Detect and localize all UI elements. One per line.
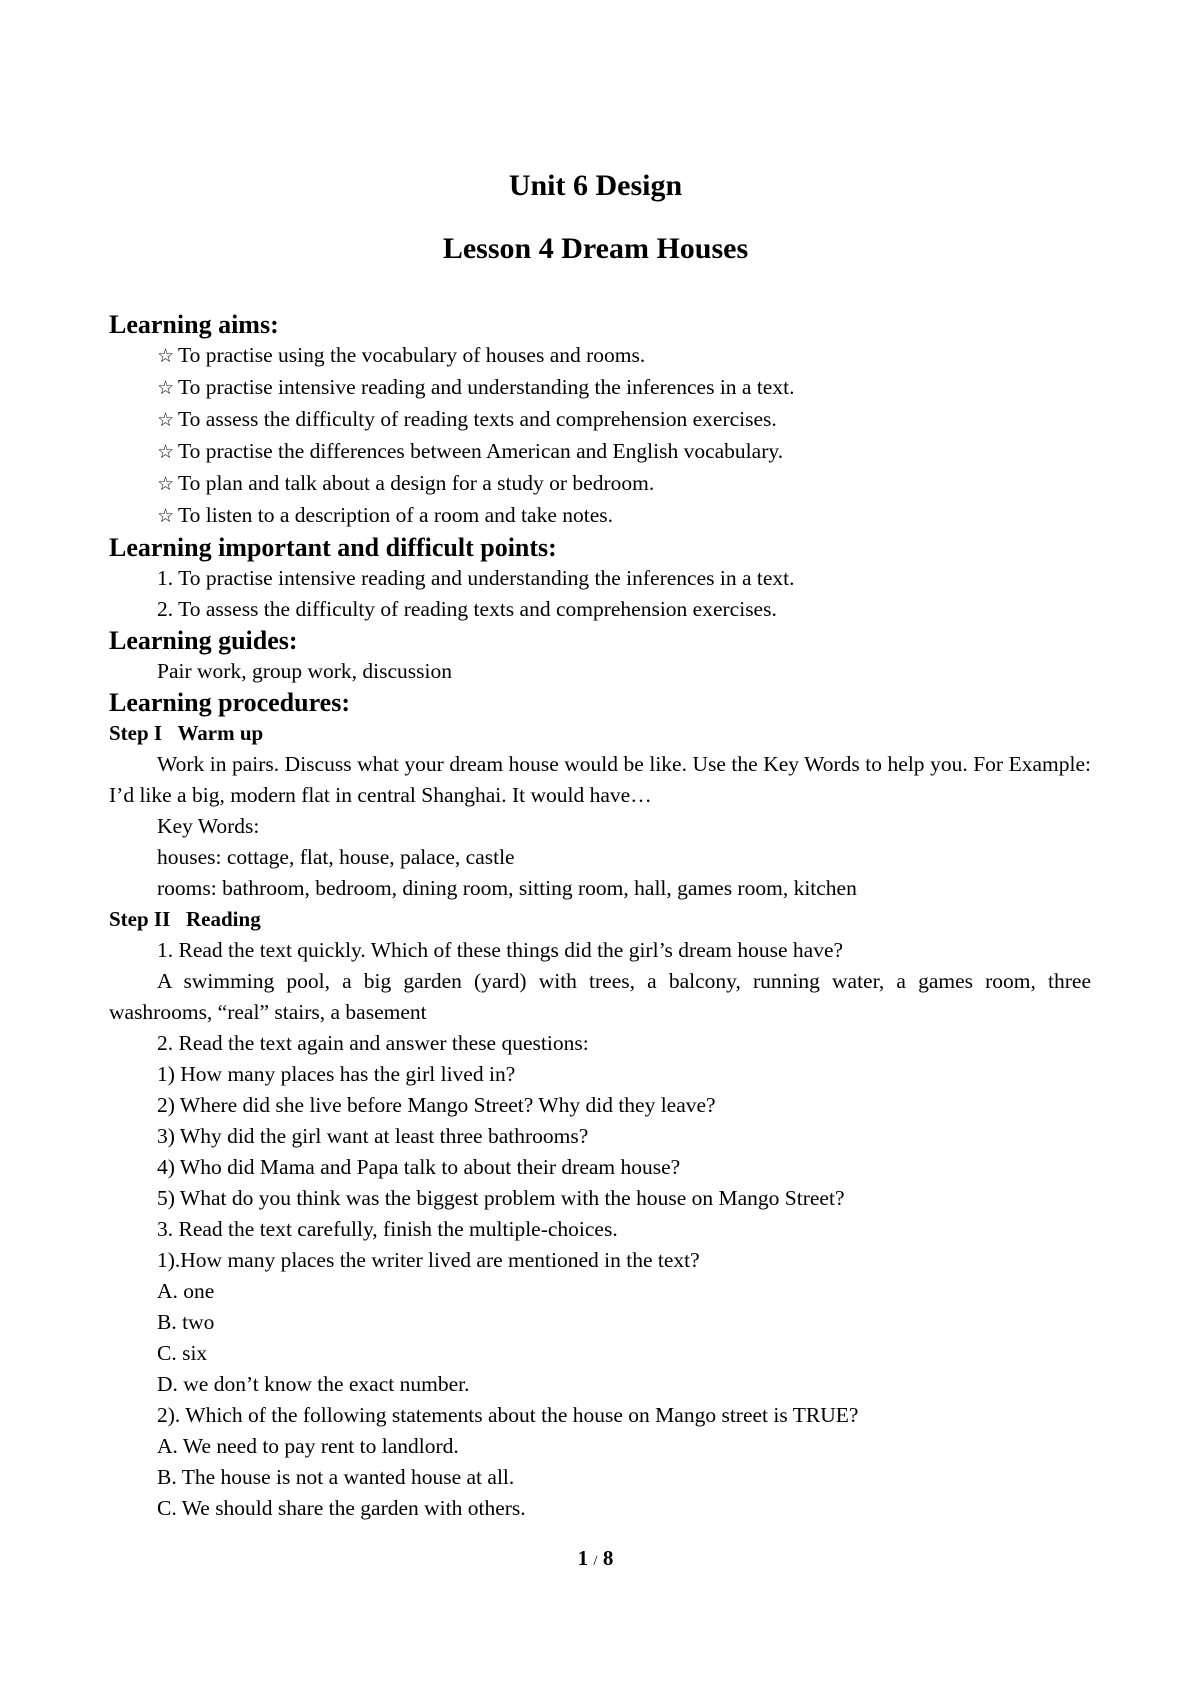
question-item: 5) What do you think was the biggest problem with the house on Mango Street? [157, 1186, 845, 1210]
page-title: Unit 6 Design [508, 169, 683, 202]
key-words-label: Key Words: [157, 814, 260, 838]
point-item: 1. To practise intensive reading and understanding the inferences in a text. [157, 566, 795, 590]
star-bullet-icon: ☆ [157, 441, 175, 463]
page-current: 1 [577, 1546, 589, 1570]
aim-item [109, 372, 1091, 404]
page-subtitle: Lesson 4 Dream Houses [442, 232, 749, 265]
star-bullet-icon: ☆ [157, 409, 175, 431]
mc1-option: B. two [157, 1310, 215, 1334]
page-total: 8 [602, 1546, 614, 1570]
aim-item [109, 340, 1091, 372]
document-body [109, 309, 1091, 1524]
key-words-houses: houses: cottage, flat, house, palace, castle [157, 845, 515, 869]
step-1-paragraph: Work in pairs. Discuss what your dream house would be like. Use the Key Words to help you. For Example: I’d like a big, modern flat in central Shanghai. It would have… [109, 752, 1091, 807]
aim-text: To practise intensive reading and understanding the inferences in a text. [178, 375, 795, 399]
aim-text: To practise the differences between American and English vocabulary. [178, 439, 784, 463]
aim-item [109, 468, 1091, 500]
aim-item [109, 404, 1091, 436]
aim-text: To practise using the vocabulary of houses and rooms. [178, 343, 646, 367]
points-heading: Learning important and difficult points: [109, 533, 557, 562]
mc2-option: B. The house is not a wanted house at all. [157, 1465, 515, 1489]
mc1-question: 1).How many places the writer lived are mentioned in the text? [157, 1248, 700, 1272]
mc1-option: A. one [157, 1279, 215, 1303]
reading-q1-list: A swimming pool, a big garden (yard) with trees, a balcony, running water, a games room, three washrooms, “real” stairs, a basement [109, 969, 1091, 1024]
question-item: 4) Who did Mama and Papa talk to about their dream house? [157, 1155, 681, 1179]
reading-q1: 1. Read the text quickly. Which of these things did the girl’s dream house have? [157, 938, 844, 962]
question-item: 2) Where did she live before Mango Street? Why did they leave? [157, 1093, 716, 1117]
aim-item [109, 500, 1091, 532]
mc1-option: D. we don’t know the exact number. [157, 1372, 470, 1396]
page-separator: / [593, 1553, 598, 1569]
aim-text: To listen to a description of a room and take notes. [178, 503, 614, 527]
page-number [0, 1543, 1191, 1576]
guides-heading: Learning guides: [109, 626, 298, 655]
reading-q2: 2. Read the text again and answer these questions: [157, 1031, 589, 1055]
question-item: 3) Why did the girl want at least three bathrooms? [157, 1124, 589, 1148]
step-2-title: Step II Reading [109, 907, 261, 931]
reading-q3: 3. Read the text carefully, finish the multiple-choices. [157, 1217, 618, 1241]
procedures-heading: Learning procedures: [109, 688, 350, 717]
point-item: 2. To assess the difficulty of reading texts and comprehension exercises. [157, 597, 777, 621]
key-words-rooms: rooms: bathroom, bedroom, dining room, sitting room, hall, games room, kitchen [157, 876, 857, 900]
mc2-question: 2). Which of the following statements about the house on Mango street is TRUE? [157, 1403, 859, 1427]
star-bullet-icon: ☆ [157, 377, 175, 399]
star-bullet-icon: ☆ [157, 473, 175, 495]
mc2-option: A. We need to pay rent to landlord. [157, 1434, 459, 1458]
learning-aims-heading: Learning aims: [109, 310, 279, 339]
question-item: 1) How many places has the girl lived in? [157, 1062, 516, 1086]
aim-text: To assess the difficulty of reading texts and comprehension exercises. [178, 407, 777, 431]
step-1-title: Step I Warm up [109, 721, 264, 745]
star-bullet-icon: ☆ [157, 345, 175, 367]
aim-text: To plan and talk about a design for a study or bedroom. [178, 471, 655, 495]
star-bullet-icon: ☆ [157, 505, 175, 527]
mc2-option: C. We should share the garden with others. [157, 1496, 526, 1520]
mc1-option: C. six [157, 1341, 208, 1365]
guides-text: Pair work, group work, discussion [157, 659, 453, 683]
aim-item [109, 436, 1091, 468]
